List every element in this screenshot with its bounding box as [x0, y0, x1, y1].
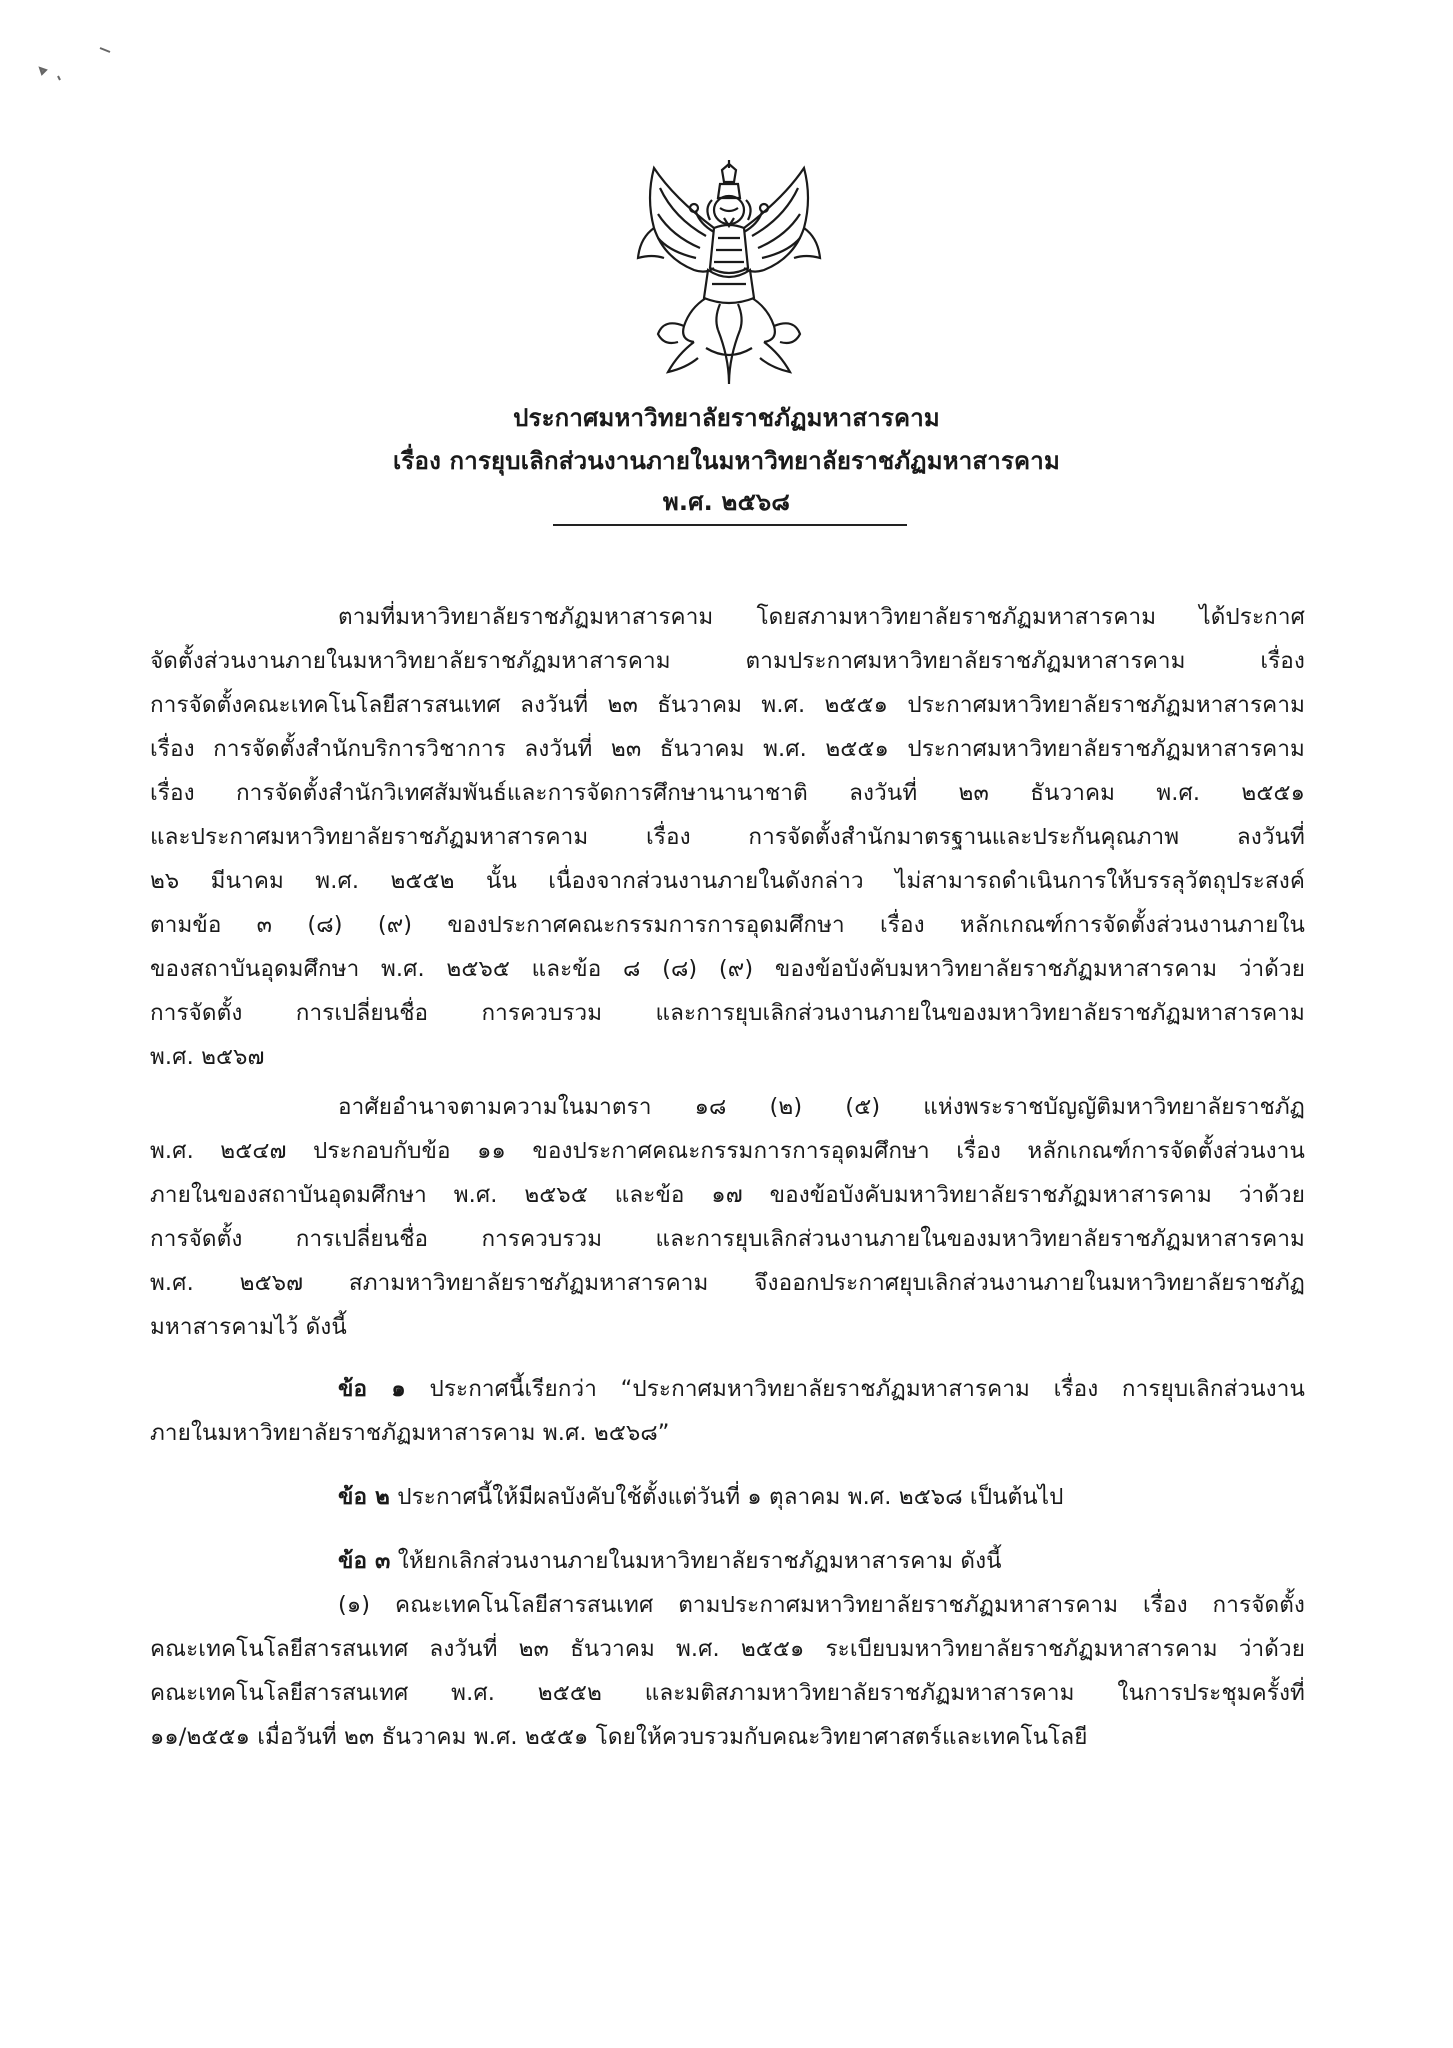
preamble-line: การจัดตั้งคณะเทคโนโลยีสารสนเทศ ลงวันที่ ๒๓ ธันวาคม พ.ศ. ๒๕๕๑ ประกาศมหาวิทยาลัยราชภัฏมหาสารคาม: [150, 692, 1305, 718]
scan-speck: [30, 40, 120, 90]
clause-2-line: [338, 1478, 1305, 1514]
clause-1-label: ข้อ ๑: [338, 1376, 406, 1402]
preamble-line: การจัดตั้ง การเปลี่ยนชื่อ การควบรวม และการยุบเลิกส่วนงานภายในของมหาวิทยาลัยราชภัฏมหาสารคาม: [150, 1000, 1305, 1026]
clause-1-line: [338, 1370, 1305, 1406]
preamble-line: ของสถาบันอุดมศึกษา พ.ศ. ๒๕๖๕ และข้อ ๘ (๘) (๙) ของข้อบังคับมหาวิทยาลัยราชภัฏมหาสารคาม ว่าด้วย: [150, 956, 1305, 982]
preamble-line: จัดตั้งส่วนงานภายในมหาวิทยาลัยราชภัฏมหาสารคาม ตามประกาศมหาวิทยาลัยราชภัฏมหาสารคาม เรื่อง: [150, 648, 1305, 674]
authority-line: การจัดตั้ง การเปลี่ยนชื่อ การควบรวม และการยุบเลิกส่วนงานภายในของมหาวิทยาลัยราชภัฏมหาสารคาม: [150, 1226, 1305, 1252]
item-1-line: คณะเทคโนโลยีสารสนเทศ พ.ศ. ๒๕๕๒ และมติสภามหาวิทยาลัยราชภัฏมหาสารคาม ในการประชุมครั้งที่: [150, 1680, 1305, 1706]
header-divider: [553, 524, 907, 526]
clause-1-line: ภายในมหาวิทยาลัยราชภัฏมหาสารคาม พ.ศ. ๒๕๖๘”: [150, 1420, 670, 1446]
clause-2-label: ข้อ ๒: [338, 1484, 390, 1510]
authority-line: พ.ศ. ๒๕๖๗ สภามหาวิทยาลัยราชภัฏมหาสารคาม จึงออกประกาศยุบเลิกส่วนงานภายในมหาวิทยาลัยราชภัฏ: [150, 1270, 1305, 1296]
preamble-line: ๒๖ มีนาคม พ.ศ. ๒๕๕๒ นั้น เนื่องจากส่วนงานภายในดังกล่าว ไม่สามารถดำเนินการให้บรรลุวัตถุประสงค์: [150, 868, 1305, 894]
clause-3-line: [338, 1542, 1305, 1578]
clause-3-text: ให้ยกเลิกส่วนงานภายในมหาวิทยาลัยราชภัฏมหาสารคาม ดังนี้: [397, 1548, 1002, 1574]
announcement-title: ประกาศมหาวิทยาลัยราชภัฏมหาสารคาม: [513, 404, 940, 432]
item-1-line: ๑๑/๒๕๕๑ เมื่อวันที่ ๒๓ ธันวาคม พ.ศ. ๒๕๕๑ โดยให้ควบรวมกับคณะวิทยาศาสตร์และเทคโนโลยี: [150, 1724, 1088, 1750]
announcement-subject: เรื่อง การยุบเลิกส่วนงานภายในมหาวิทยาลัยราชภัฏมหาสารคาม: [392, 447, 1061, 475]
authority-line: มหาสารคามไว้ ดังนี้: [150, 1314, 347, 1340]
preamble-line: พ.ศ. ๒๕๖๗: [150, 1044, 265, 1070]
authority-line: อาศัยอำนาจตามความในมาตรา ๑๘ (๒) (๕) แห่งพระราชบัญญัติมหาวิทยาลัยราชภัฏ: [338, 1094, 1305, 1120]
preamble-line: ตามที่มหาวิทยาลัยราชภัฏมหาสารคาม โดยสภามหาวิทยาลัยราชภัฏมหาสารคาม ได้ประกาศ: [338, 604, 1305, 630]
clause-1-text: ประกาศนี้เรียกว่า “ประกาศมหาวิทยาลัยราชภัฏมหาสารคาม เรื่อง การยุบเลิกส่วนงาน: [429, 1376, 1305, 1402]
garuda-emblem-icon: [634, 158, 824, 386]
item-1-line: คณะเทคโนโลยีสารสนเทศ ลงวันที่ ๒๓ ธันวาคม พ.ศ. ๒๕๕๑ ระเบียบมหาวิทยาลัยราชภัฏมหาสารคาม ว่าด้วย: [150, 1636, 1305, 1662]
clause-2-text: ประกาศนี้ให้มีผลบังคับใช้ตั้งแต่วันที่ ๑ ตุลาคม พ.ศ. ๒๕๖๘ เป็นต้นไป: [397, 1484, 1064, 1510]
preamble-line: ตามข้อ ๓ (๘) (๙) ของประกาศคณะกรรมการการอุดมศึกษา เรื่อง หลักเกณฑ์การจัดตั้งส่วนงานภายใน: [150, 912, 1305, 938]
preamble-line: เรื่อง การจัดตั้งสำนักวิเทศสัมพันธ์และการจัดการศึกษานานาชาติ ลงวันที่ ๒๓ ธันวาคม พ.ศ. ๒๕๕๑: [150, 780, 1305, 806]
preamble-line: และประกาศมหาวิทยาลัยราชภัฏมหาสารคาม เรื่อง การจัดตั้งสำนักมาตรฐานและประกันคุณภาพ ลงวันที่: [150, 824, 1305, 850]
authority-line: ภายในของสถาบันอุดมศึกษา พ.ศ. ๒๕๖๕ และข้อ ๑๗ ของข้อบังคับมหาวิทยาลัยราชภัฏมหาสารคาม ว่าด้วย: [150, 1182, 1305, 1208]
clause-3-label: ข้อ ๓: [338, 1548, 391, 1574]
authority-line: พ.ศ. ๒๕๔๗ ประกอบกับข้อ ๑๑ ของประกาศคณะกรรมการการอุดมศึกษา เรื่อง หลักเกณฑ์การจัดตั้งส่วนงาน: [150, 1138, 1305, 1164]
preamble-line: เรื่อง การจัดตั้งสำนักบริการวิชาการ ลงวันที่ ๒๓ ธันวาคม พ.ศ. ๒๕๕๑ ประกาศมหาวิทยาลัยราชภัฏมหาสารคาม: [150, 736, 1305, 762]
announcement-year: พ.ศ. ๒๕๖๘: [662, 488, 791, 516]
item-1-line: (๑) คณะเทคโนโลยีสารสนเทศ ตามประกาศมหาวิทยาลัยราชภัฏมหาสารคาม เรื่อง การจัดตั้ง: [338, 1592, 1305, 1618]
